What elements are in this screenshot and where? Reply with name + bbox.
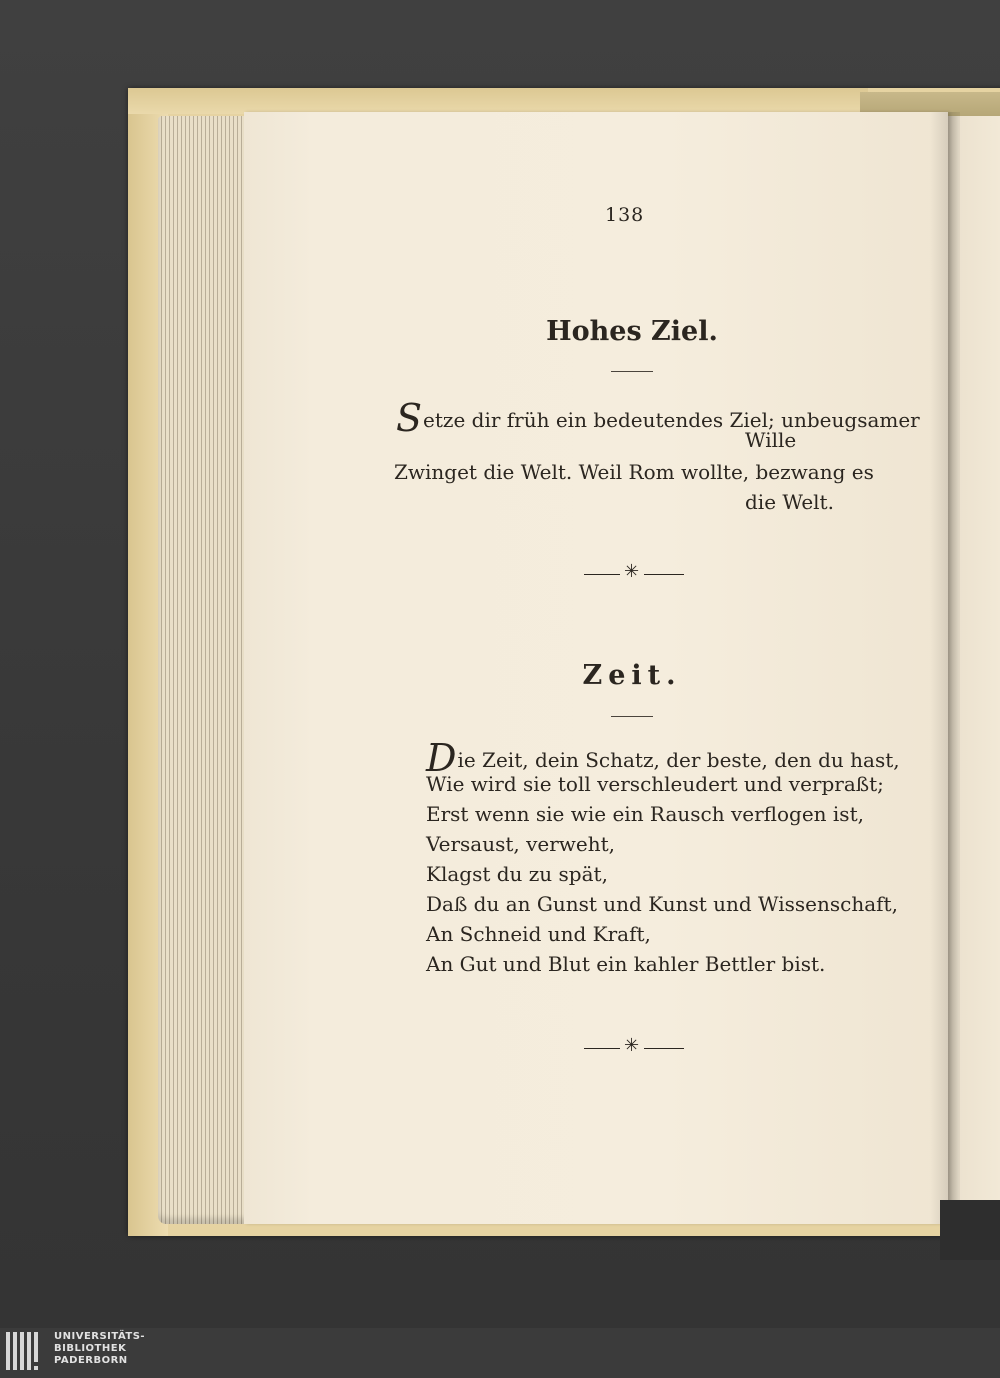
library-name-line: UNIVERSITÄTS-: [54, 1331, 146, 1342]
poem-line: An Gut und Blut ein kahler Bettler bist.: [426, 952, 826, 976]
ornament-line: [584, 1048, 620, 1049]
ornament-line: [644, 1048, 684, 1049]
library-name-line: BIBLIOTHEK: [54, 1343, 127, 1354]
poem-line: Wie wird sie toll verschleudert und verpraßt;: [426, 772, 884, 796]
drop-cap: S: [396, 396, 423, 440]
star-ornament-icon: ✳: [624, 561, 640, 582]
poem-line: Zwinget die Welt. Weil Rom wollte, bezwang es: [394, 460, 874, 484]
poem-line: Daß du an Gunst und Kunst und Wissenschaft,: [426, 892, 898, 916]
poem-line: Versaust, verweht,: [426, 832, 616, 856]
star-ornament-icon: ✳: [624, 1035, 640, 1056]
poem-line: Klagst du zu spät,: [426, 862, 608, 886]
ornament-line: [584, 574, 620, 575]
poem-line: [396, 396, 920, 440]
title-divider: [611, 716, 653, 717]
page-number: 138: [605, 204, 645, 226]
poem-title-hohes-ziel: Hohes Ziel.: [546, 316, 718, 347]
poem-line: An Schneid und Kraft,: [426, 922, 651, 946]
section-ornament: [584, 561, 684, 582]
library-barcode-logo-icon: [4, 1332, 46, 1374]
footer-bar: [0, 1328, 1000, 1378]
poem-line-text: ie Zeit, dein Schatz, der beste, den du hast,: [457, 748, 900, 772]
poem-line: die Welt.: [745, 490, 834, 514]
drop-cap: D: [426, 736, 457, 780]
ornament-line: [644, 574, 684, 575]
corner-shadow: [940, 1200, 1000, 1260]
book-cover-top: [128, 88, 868, 114]
poem-line: Wille: [745, 428, 797, 452]
title-divider: [611, 371, 653, 372]
poem-line: Erst wenn sie wie ein Rausch verflogen ist,: [426, 802, 864, 826]
section-ornament: [584, 1035, 684, 1056]
library-name-line: PADERBORN: [54, 1355, 128, 1366]
poem-title-zeit: Zeit.: [582, 660, 682, 691]
poem-line-text: etze dir früh ein bedeutendes Ziel; unbeugsamer: [423, 408, 920, 432]
